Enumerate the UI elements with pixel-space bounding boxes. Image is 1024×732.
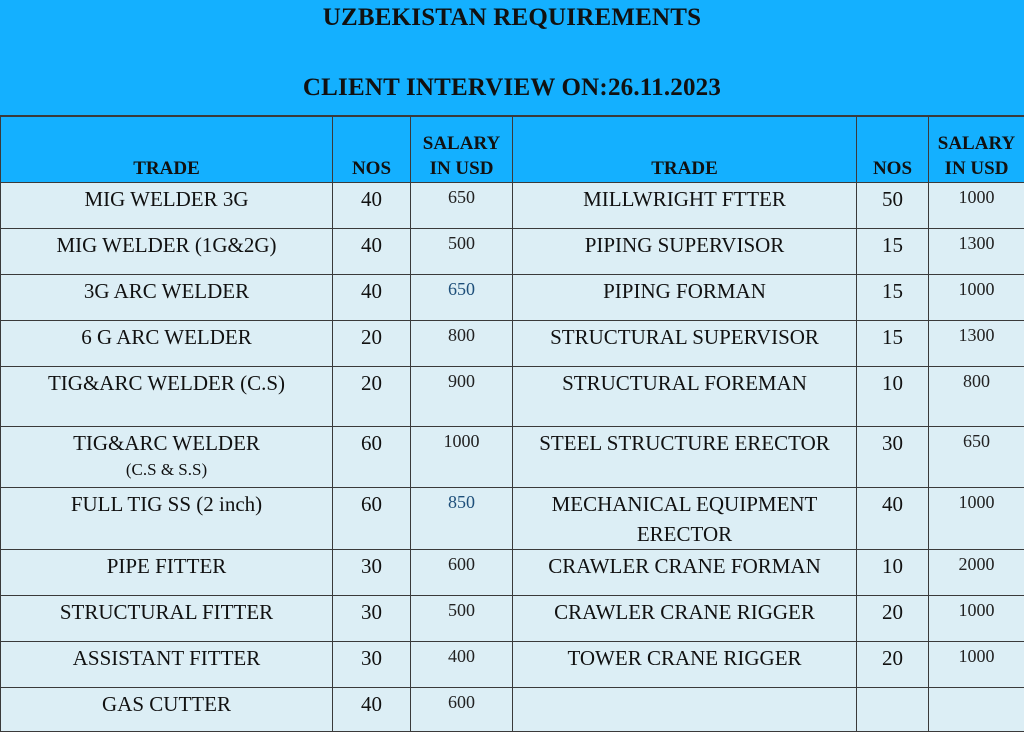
salary-cell: 500 bbox=[411, 229, 513, 275]
nos-cell: 10 bbox=[857, 367, 929, 427]
header-salary-line1: SALARY bbox=[423, 133, 500, 154]
header-salary-line2: IN USD bbox=[945, 158, 1009, 179]
title-banner bbox=[0, 0, 1024, 116]
nos-cell: 30 bbox=[333, 550, 411, 596]
salary-cell: 900 bbox=[411, 367, 513, 427]
page-subtitle: CLIENT INTERVIEW ON:26.11.2023 bbox=[0, 74, 1024, 102]
nos-cell: 30 bbox=[857, 427, 929, 488]
salary-cell: 650 bbox=[411, 183, 513, 229]
table-row bbox=[1, 367, 1024, 427]
salary-cell: 1300 bbox=[929, 229, 1024, 275]
trade-name-cont: ERECTOR bbox=[637, 522, 732, 546]
nos-cell: 15 bbox=[857, 229, 929, 275]
nos-cell: 30 bbox=[333, 642, 411, 688]
trade-cell: MILLWRIGHT FTTER bbox=[513, 183, 857, 229]
header-salary-line2: IN USD bbox=[430, 158, 494, 179]
nos-cell: 40 bbox=[333, 688, 411, 732]
header-nos-right: NOS bbox=[857, 117, 929, 183]
trade-cell: 3G ARC WELDER bbox=[1, 275, 333, 321]
nos-cell: 30 bbox=[333, 596, 411, 642]
nos-cell: 20 bbox=[857, 642, 929, 688]
nos-cell: 40 bbox=[333, 275, 411, 321]
table-row bbox=[1, 183, 1024, 229]
salary-cell: 1000 bbox=[929, 488, 1024, 550]
trade-cell: STEEL STRUCTURE ERECTOR bbox=[513, 427, 857, 488]
trade-cell: MIG WELDER 3G bbox=[1, 183, 333, 229]
table-row bbox=[1, 688, 1024, 732]
table-row bbox=[1, 321, 1024, 367]
nos-cell: 20 bbox=[333, 321, 411, 367]
trade-name: TIG&ARC WELDER bbox=[73, 431, 260, 455]
nos-cell: 40 bbox=[857, 488, 929, 550]
empty-cell bbox=[513, 688, 857, 732]
empty-cell bbox=[857, 688, 929, 732]
header-nos-left: NOS bbox=[333, 117, 411, 183]
table-row bbox=[1, 427, 1024, 488]
nos-cell: 60 bbox=[333, 427, 411, 488]
trade-cell: PIPING SUPERVISOR bbox=[513, 229, 857, 275]
nos-cell: 15 bbox=[857, 275, 929, 321]
salary-cell: 1300 bbox=[929, 321, 1024, 367]
salary-cell: 650 bbox=[929, 427, 1024, 488]
salary-cell: 500 bbox=[411, 596, 513, 642]
salary-cell: 2000 bbox=[929, 550, 1024, 596]
trade-cell: TIG&ARC WELDER (C.S) bbox=[1, 367, 333, 427]
trade-name: MECHANICAL EQUIPMENT bbox=[552, 492, 818, 516]
header-trade-right: TRADE bbox=[513, 117, 857, 183]
trade-cell: CRAWLER CRANE RIGGER bbox=[513, 596, 857, 642]
salary-cell: 1000 bbox=[929, 596, 1024, 642]
table-row bbox=[1, 596, 1024, 642]
table-row bbox=[1, 642, 1024, 688]
nos-cell: 60 bbox=[333, 488, 411, 550]
salary-cell: 800 bbox=[929, 367, 1024, 427]
nos-cell: 10 bbox=[857, 550, 929, 596]
salary-cell: 1000 bbox=[411, 427, 513, 488]
trade-cell: 6 G ARC WELDER bbox=[1, 321, 333, 367]
nos-cell: 40 bbox=[333, 229, 411, 275]
salary-cell: 850 bbox=[411, 488, 513, 550]
trade-cell: STRUCTURAL SUPERVISOR bbox=[513, 321, 857, 367]
salary-cell: 1000 bbox=[929, 183, 1024, 229]
nos-cell: 50 bbox=[857, 183, 929, 229]
trade-cell: FULL TIG SS (2 inch) bbox=[1, 488, 333, 550]
salary-cell: 600 bbox=[411, 688, 513, 732]
header-row bbox=[1, 117, 1024, 183]
nos-cell: 40 bbox=[333, 183, 411, 229]
salary-cell: 650 bbox=[411, 275, 513, 321]
trade-cell: MIG WELDER (1G&2G) bbox=[1, 229, 333, 275]
salary-cell: 600 bbox=[411, 550, 513, 596]
header-salary-right bbox=[929, 117, 1024, 183]
table-row bbox=[1, 229, 1024, 275]
nos-cell: 20 bbox=[857, 596, 929, 642]
empty-cell bbox=[929, 688, 1024, 732]
salary-cell: 800 bbox=[411, 321, 513, 367]
trade-cell: PIPING FORMAN bbox=[513, 275, 857, 321]
trade-cell: STRUCTURAL FOREMAN bbox=[513, 367, 857, 427]
trade-cell: PIPE FITTER bbox=[1, 550, 333, 596]
table-row bbox=[1, 275, 1024, 321]
trade-cell: TOWER CRANE RIGGER bbox=[513, 642, 857, 688]
header-salary-left bbox=[411, 117, 513, 183]
trade-cell: ASSISTANT FITTER bbox=[1, 642, 333, 688]
trade-cell: STRUCTURAL FITTER bbox=[1, 596, 333, 642]
header-trade-left: TRADE bbox=[1, 117, 333, 183]
trade-cell bbox=[513, 488, 857, 550]
header-salary-line1: SALARY bbox=[938, 133, 1015, 154]
nos-cell: 20 bbox=[333, 367, 411, 427]
salary-cell: 1000 bbox=[929, 275, 1024, 321]
salary-cell: 400 bbox=[411, 642, 513, 688]
page-title: UZBEKISTAN REQUIREMENTS bbox=[0, 4, 1024, 32]
trade-sub: (C.S & S.S) bbox=[1, 458, 332, 482]
trade-cell bbox=[1, 427, 333, 488]
requirements-table bbox=[0, 116, 1024, 732]
nos-cell: 15 bbox=[857, 321, 929, 367]
trade-cell: CRAWLER CRANE FORMAN bbox=[513, 550, 857, 596]
table-row bbox=[1, 550, 1024, 596]
salary-cell: 1000 bbox=[929, 642, 1024, 688]
table-row bbox=[1, 488, 1024, 550]
trade-cell: GAS CUTTER bbox=[1, 688, 333, 732]
